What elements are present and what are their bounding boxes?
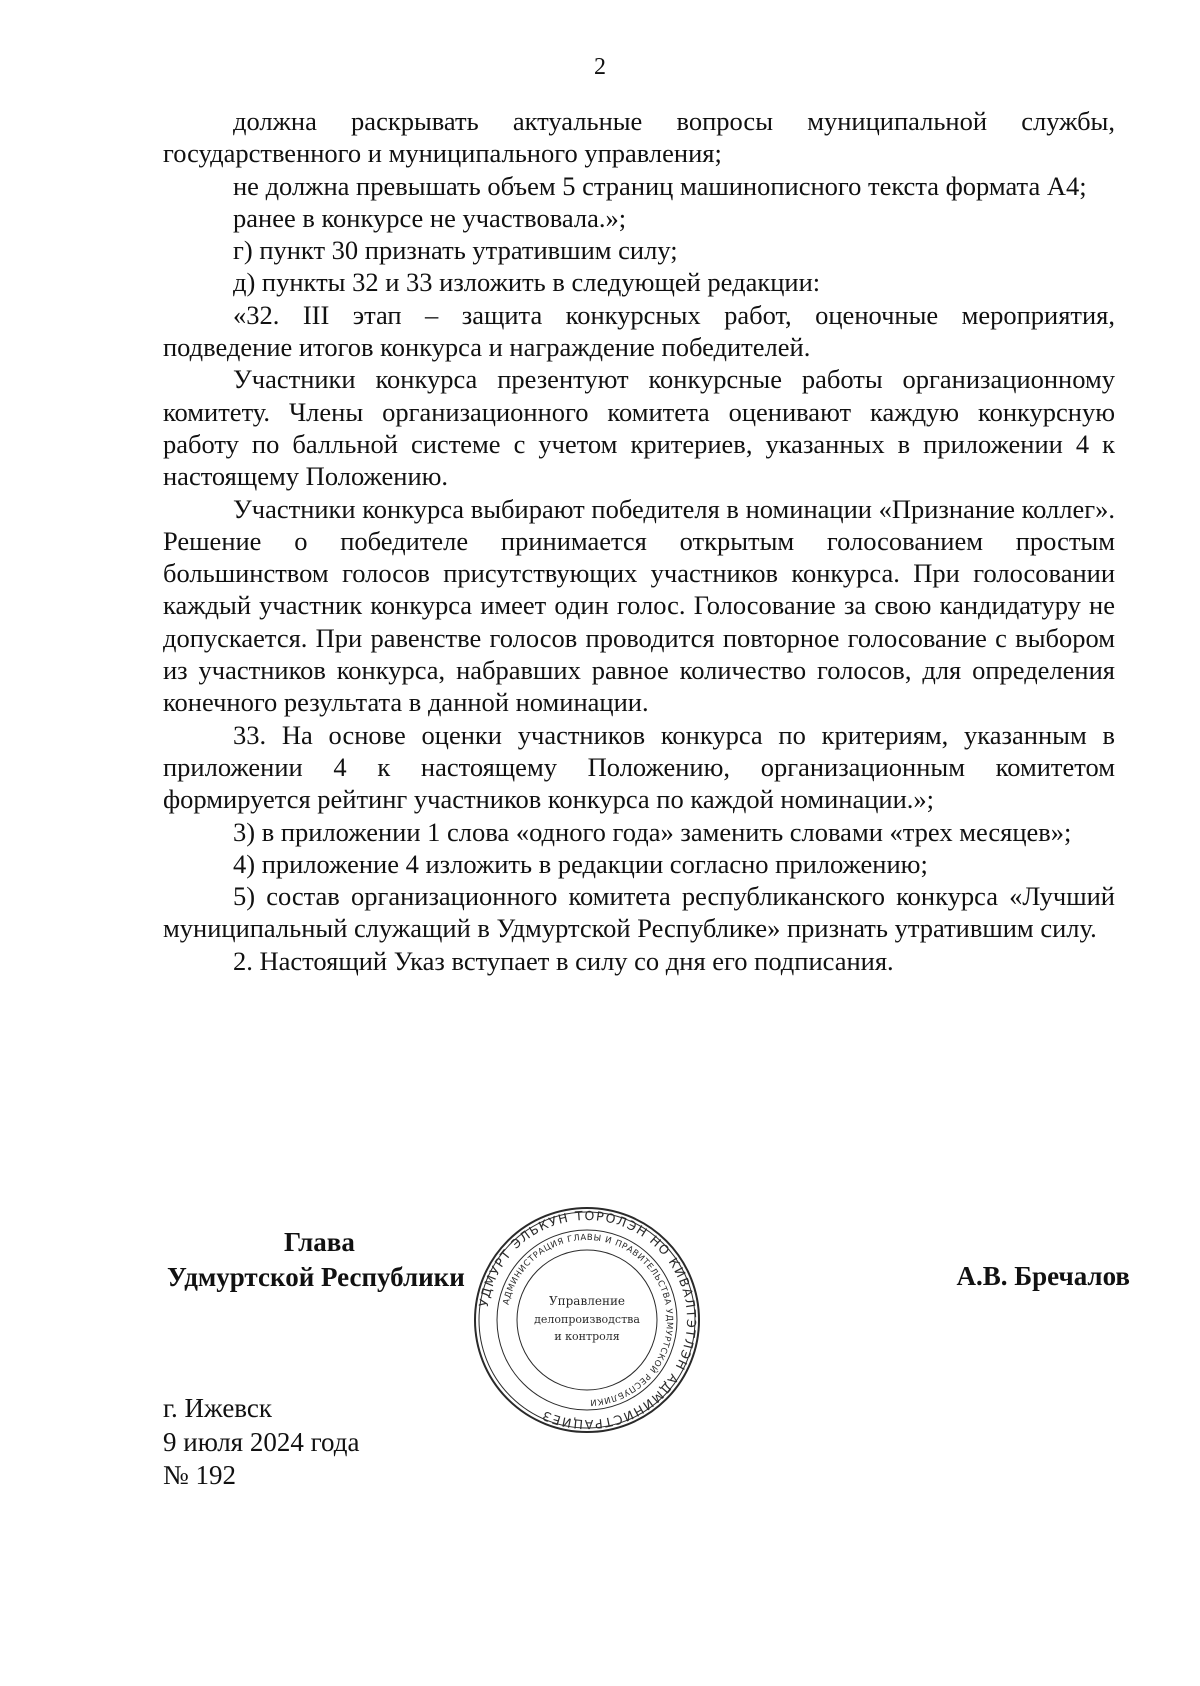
place-date-block — [163, 1392, 483, 1493]
paragraph: 4) приложение 4 изложить в редакции согласно приложению; — [233, 848, 928, 879]
seal-center-line: Управление — [548, 1294, 626, 1308]
signatory-name: А.В. Бречалов — [956, 1261, 1130, 1291]
decree-number: № 192 — [163, 1460, 237, 1490]
decree-body — [163, 105, 1115, 977]
seal-inner-text: АДМИНИСТРАЦИЯ ГЛАВЫ И ПРАВИТЕЛЬСТВА УДМУРТСКОЙ РЕСПУБЛИКИ — [501, 1232, 675, 1408]
paragraph: не должна превышать объем 5 страниц машинописного текста формата А4; — [233, 170, 1087, 201]
seal-center-line: и контроля — [554, 1330, 620, 1343]
page-number: 2 — [594, 54, 606, 80]
paragraph: Участники конкурса выбирают победителя в номинации «Признание коллег». Решение о победителе принимается открытым голосованием простым большинством голосов присутствующих участников конкурса. При голосовании каждый участник конкурса имеет один голос. Голосование за свою кандидатуру не допускается. При равенстве голосов проводится повторное голосование с выбором из участников конкурса, набравших равное количество голосов, для определения конечного результата в данной номинации. — [163, 493, 1115, 718]
paragraph: 5) состав организационного комитета республиканского конкурса «Лучший муниципальный служащий в Удмуртской Республике» признать утратившим силу. — [163, 881, 1115, 944]
paragraph: должна раскрывать актуальные вопросы муниципальной службы, государственного и муниципального управления; — [163, 106, 1115, 169]
paragraph: г) пункт 30 признать утратившим силу; — [233, 235, 678, 266]
position-title: Глава — [284, 1227, 355, 1257]
official-seal — [472, 1205, 702, 1435]
seal-outer-text: УДМУРТ ЭЛЬКУН ТОРОЛЭН НО КИВАЛТЭТЛЭН АДМИНИСТРАЦИЕЗ — [475, 1207, 700, 1433]
signatory-position — [167, 1225, 497, 1295]
paragraph: д) пункты 32 и 33 изложить в следующей редакции: — [233, 267, 821, 298]
seal-center-line: делопроизводства — [534, 1313, 640, 1326]
paragraph: 2. Настоящий Указ вступает в силу со дня его подписания. — [233, 945, 894, 976]
paragraph: «32. III этап – защита конкурсных работ, оценочные мероприятия, подведение итогов конкурса и награждение победителей. — [163, 299, 1115, 363]
paragraph: 33. На основе оценки участников конкурса по критериям, указанным в приложении 4 к настоящему Положению, организационным комитетом формируется рейтинг участников конкурса по каждой номинации.»; — [163, 719, 1115, 815]
place: г. Ижевск — [163, 1393, 273, 1423]
paragraph: Участники конкурса презентуют конкурсные работы организационному комитету. Члены организационного комитета оценивают каждую конкурсную работу по балльной системе с учетом критериев, указанных в приложении 4 к настоящему Положению. — [163, 364, 1115, 492]
paragraph: 3) в приложении 1 слова «одного года» заменить словами «трех месяцев»; — [233, 816, 1072, 847]
paragraph: ранее в конкурсе не участвовала.»; — [233, 202, 627, 233]
date: 9 июля 2024 года — [163, 1426, 360, 1457]
position-region: Удмуртской Республики — [167, 1262, 465, 1292]
